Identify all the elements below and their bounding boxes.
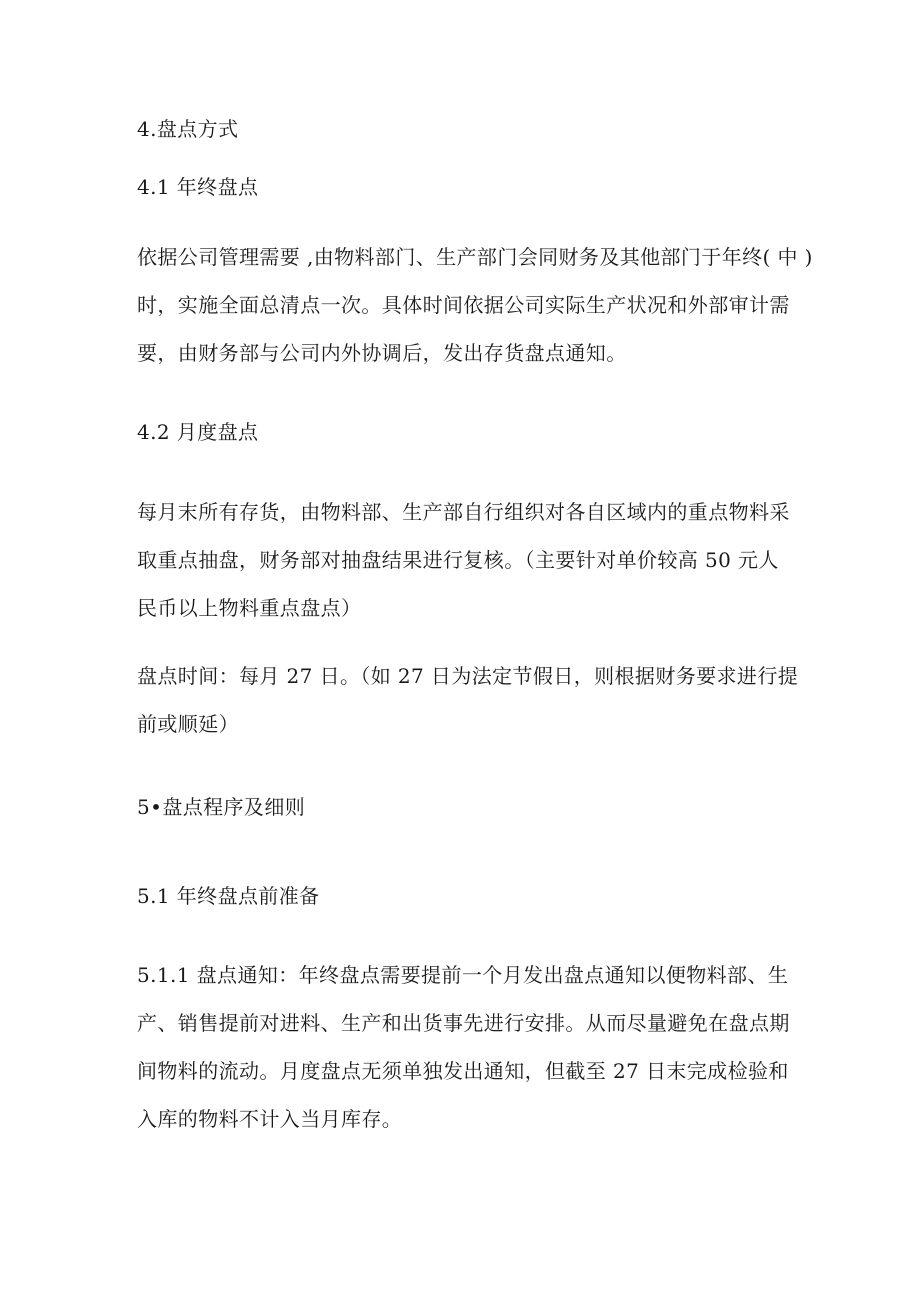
paragraph-4-2-line-3: 民币以上物料重点盘点） xyxy=(137,596,362,620)
paragraph-4-1-line-3: 要，由财务部与公司内外协调后，发出存货盘点通知。 xyxy=(137,341,627,365)
paragraph-4-1-line-2: 时，实施全面总清点一次。具体时间依据公司实际生产状况和外部审计需 xyxy=(137,293,790,317)
paragraph-4-2-line-2: 取重点抽盘，财务部对抽盘结果进行复核。（主要针对单价较高 50 元人 xyxy=(137,548,779,572)
subsection-heading-5-1: 5.1 年终盘点前准备 xyxy=(137,884,320,908)
inventory-time-line-1: 盘点时间：每月 27 日。（如 27 日为法定节假日，则根据财务要求进行提 xyxy=(137,664,799,688)
paragraph-4-2-line-1: 每月末所有存货，由物料部、生产部自行组织对各自区域内的重点物料采 xyxy=(137,500,790,524)
paragraph-5-1-1-line-4: 入库的物料不计入当月库存。 xyxy=(137,1107,403,1131)
section-heading-5: 5•盘点程序及细则 xyxy=(137,795,306,819)
paragraph-4-1-line-1: 依据公司管理需要 ,由物料部门、生产部门会同财务及其他部门于年终( 中 ) xyxy=(137,245,813,269)
paragraph-5-1-1-line-1: 5.1.1 盘点通知：年终盘点需要提前一个月发出盘点通知以便物料部、生 xyxy=(137,963,789,987)
paragraph-5-1-1-line-2: 产、销售提前对进料、生产和出货事先进行安排。从而尽量避免在盘点期 xyxy=(137,1011,790,1035)
inventory-time-line-2: 前或顺延） xyxy=(137,712,239,736)
section-heading-4: 4.盘点方式 xyxy=(137,117,239,141)
subsection-heading-4-2: 4.2 月度盘点 xyxy=(137,420,259,444)
paragraph-5-1-1-line-3: 间物料的流动。月度盘点无须单独发出通知，但截至 27 日末完成检验和 xyxy=(137,1059,789,1083)
subsection-heading-4-1: 4.1 年终盘点 xyxy=(137,175,259,199)
